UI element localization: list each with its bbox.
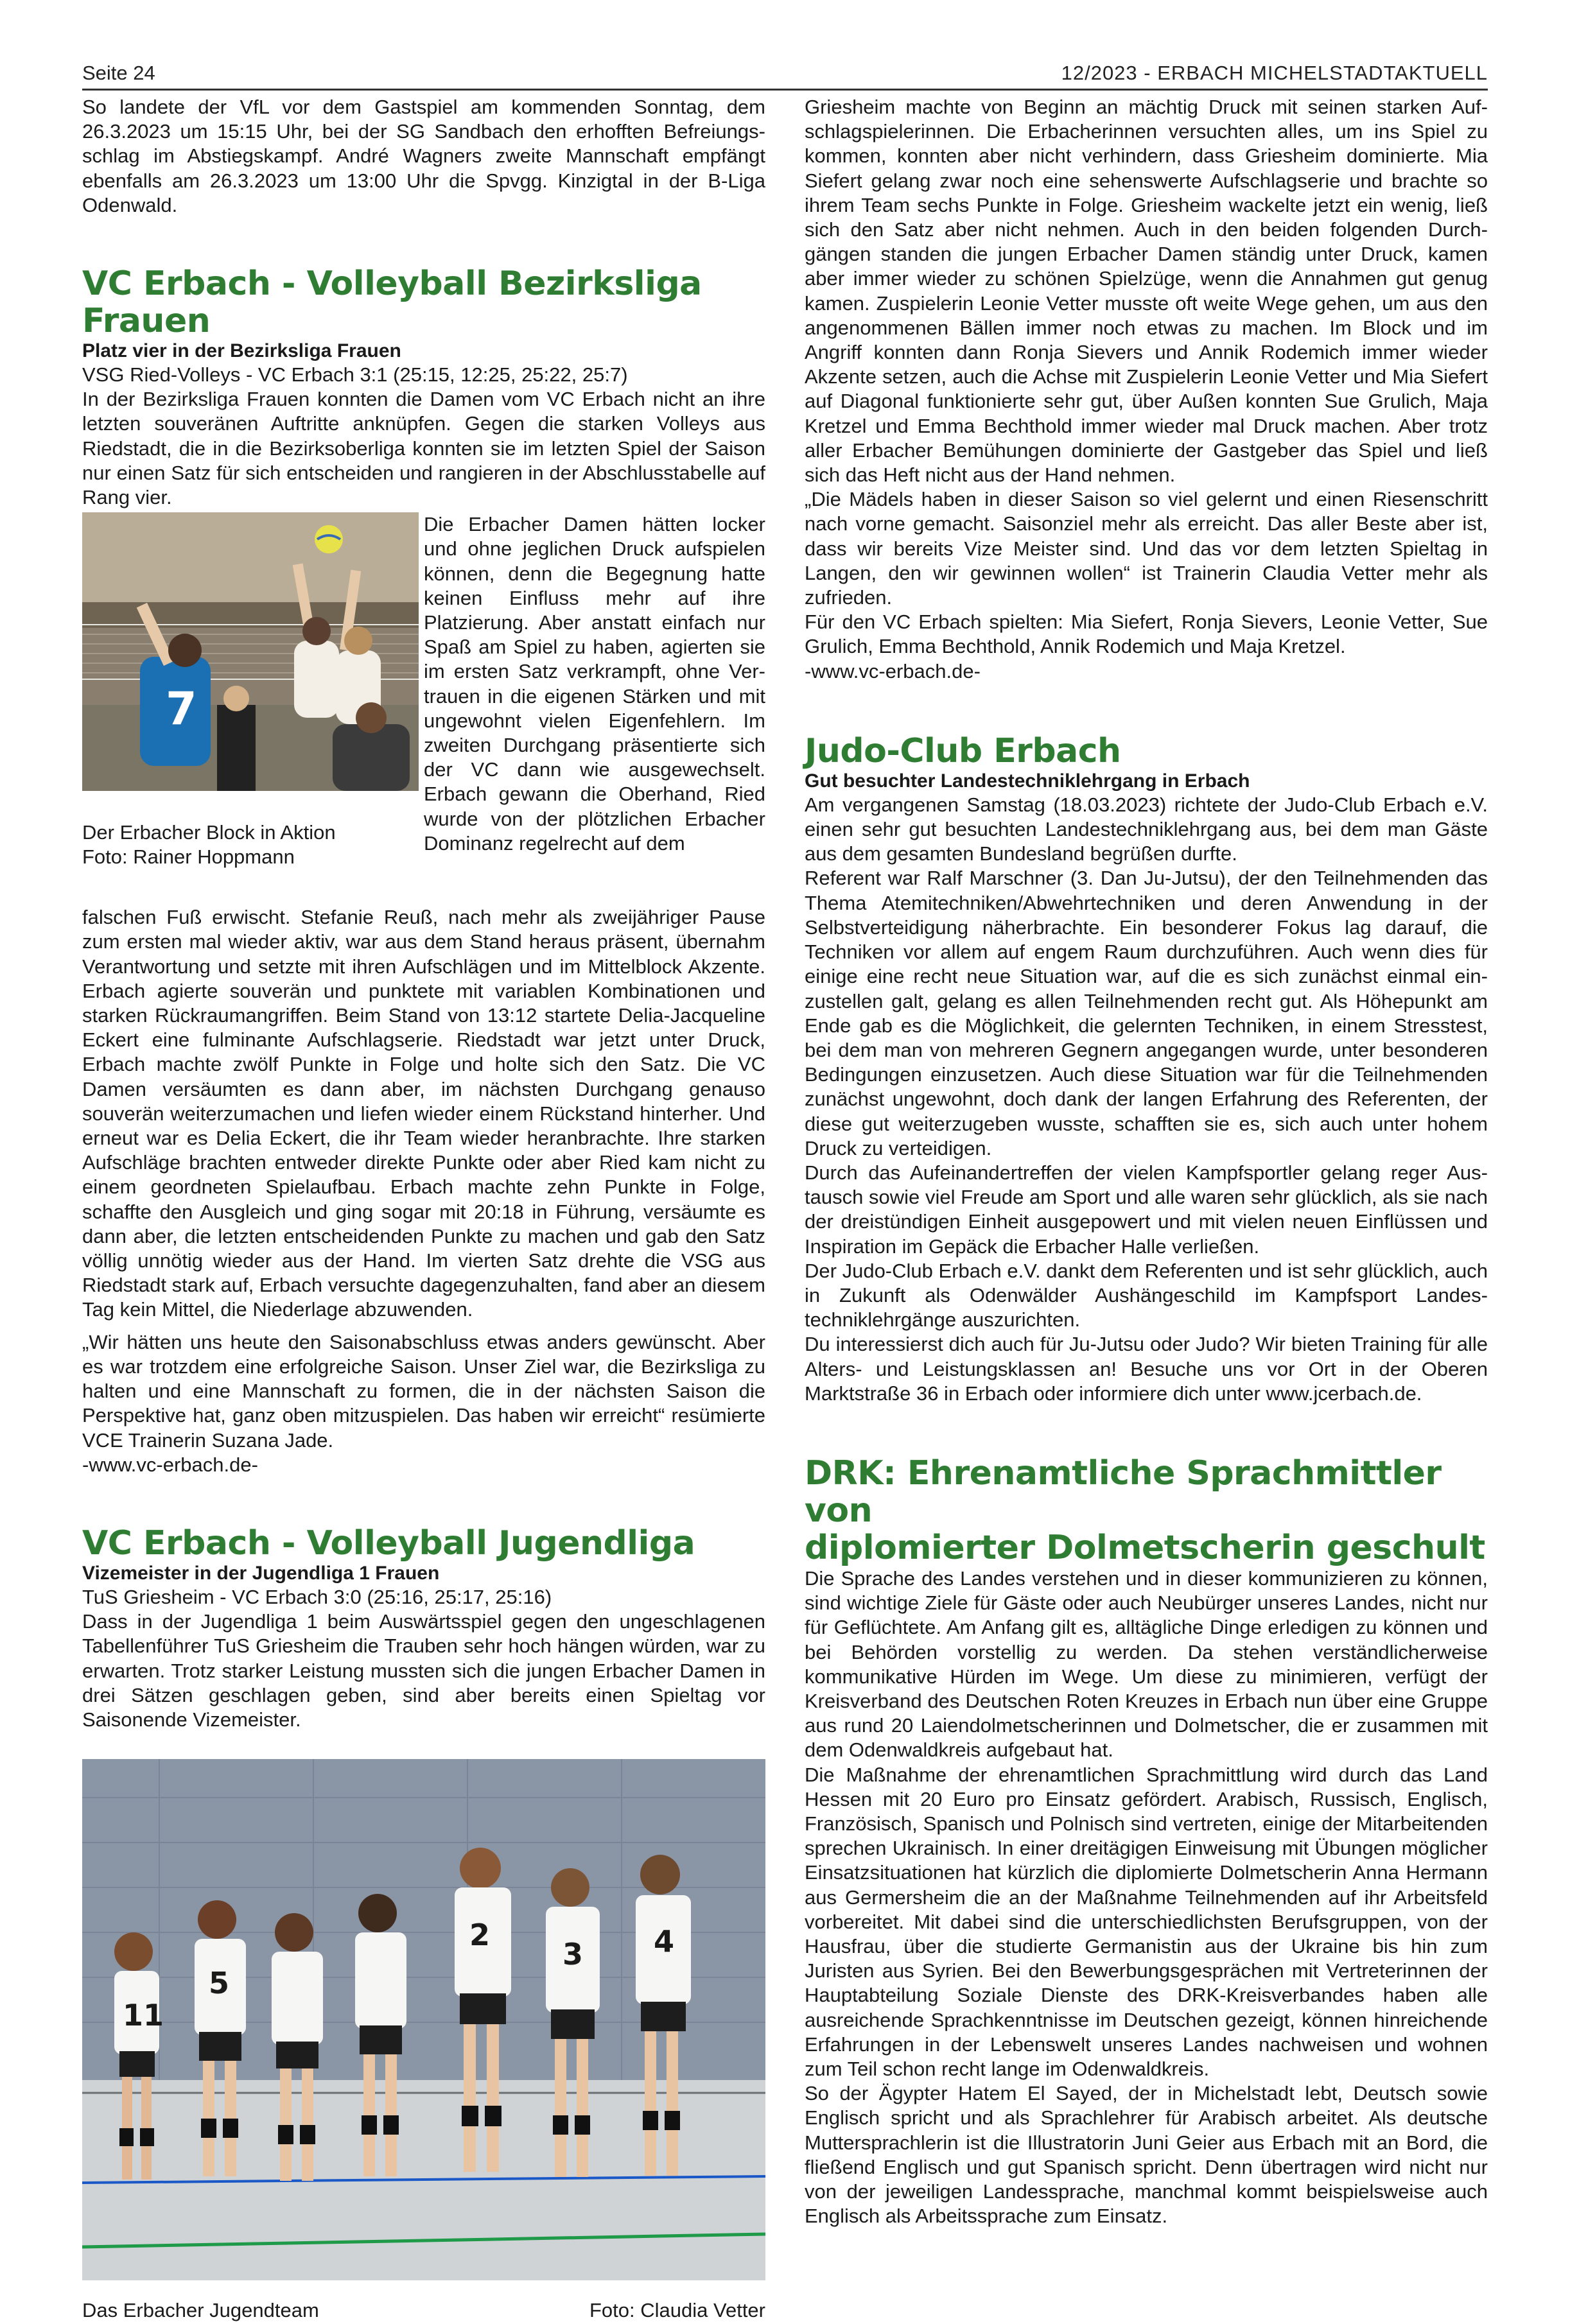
article-paragraph: Dass in der Jugendliga 1 beim Auswärtsspiel gegen den ungeschlagenen Tabellenführer TuS Griesheim die Trauben sehr hoch hängen würden, war zu erwarten. Trotz starker Leistung mussten sich die jungen Erbacher Damen in drei Sätzen geschlagen geben, sind aber bereits einen Spieltag vor Saisonende Vizemeister.	[82, 1610, 765, 1731]
page-header	[82, 59, 1488, 91]
article-title-bezirksliga: VC Erbach - Volleyball Bezirksliga Frauen	[82, 264, 702, 341]
article-paragraph: In der Bezirksliga Frauen konnten die Damen vom VC Erbach nicht an ihre letzten souveränen Auftritte anknüpfen. Gegen die starken Volleys aus Riedstadt, die in die Bezirksoberliga konnten sie im letzten Spiel der Saison nur einen Satz für sich entscheiden und rangieren in der Abschlusstabelle auf Rang vier.	[82, 388, 765, 509]
article-paragraph: Du interessierst dich auch für Ju-Jutsu oder Judo? Wir bieten Training für alle Alters- und Leistungsklassen an! Besuche uns vor Ort in der Oberen Marktstraße 36 in Erbach oder informiere dich unter www.jcerbach.de.	[805, 1333, 1488, 1405]
jersey-number: 3	[563, 1937, 584, 1972]
match-result-bezirksliga: VSG Ried-Volleys - VC Erbach 3:1 (25:15, 12:25, 25:22, 25:7)	[82, 363, 628, 386]
coach-quote: „Die Mädels haben in dieser Saison so viel gelernt und einen Riesenschritt nach vorne gemacht. Saisonziel mehr als erreicht. Das aller Beste aber ist, dass wir bereits Vize Meister sind. Und das vor dem letzten Spieltag in Langen, den wir gewinnen wollen“ ist Trainerin Claudia Vetter mehr als zufrieden.	[805, 488, 1488, 609]
source-line: -www.vc-erbach.de-	[82, 1453, 258, 1476]
players-list: Für den VC Erbach spielten: Mia Siefert, Ronja Sievers, Leonie Vetter, Sue Grulich, Emma Bechthold, Annik Rodemich und Maja Kretzel.	[805, 611, 1488, 658]
article-paragraph: Die Sprache des Landes verstehen und in dieser kommunizieren zu können, sind wichtige Ziele für Gäste oder auch Neubürger unseres Landes, nicht nur für Geflüchtete. Am Anfang gilt es, alltägliche Dinge erledigen zu können und bei Behörden vorstellig zu werden. Da stehen verständlicherweise kommunikative Hürden im Wege. Um diese zu minimieren, verfügt der Kreisverband des Deutschen Roten Kreuzes in Erbach nun über eine Gruppe aus rund 20 Laiendolmetscherinnen und Dolmetscher, die er zusammen mit dem Odenwaldkreis aufgebaut hat.	[805, 1566, 1488, 1762]
jersey-number: 2	[469, 1918, 491, 1953]
article-title-drk-line2: diplomierter Dolmetscherin geschult	[805, 1528, 1485, 1567]
match-result-jugendliga: TuS Griesheim - VC Erbach 3:0 (25:16, 25:17, 25:16)	[82, 1585, 552, 1608]
article-subtitle-jugendliga: Vizemeister in der Jugendliga 1 Frauen	[82, 1562, 440, 1584]
article-title-drk-line1: DRK: Ehrenamtliche Sprachmittler von	[805, 1453, 1442, 1530]
right-column	[805, 95, 1488, 2228]
left-column	[82, 95, 765, 2324]
photo-caption: Das Erbacher Jugendteam	[82, 2299, 319, 2322]
article-paragraph: falschen Fuß erwischt. Stefanie Reuß, nach mehr als zweijähriger Pause zum ersten mal wieder aktiv, war aus dem Stand heraus präsent, übernahm Verantwortung und setzte mit ihren Aufschlägen und im Mittelblock Akzente. Erbach agierte souverän und punktete mit variablen Kombinationen und starken Rückraumangriffen. Beim Stand von 13:12 startete Delia-Jacqueline Eckert eine fulminante Aufschlagserie. Riedstadt war jetzt unter Druck, Erbach machte zwölf Punkte in Folge und holte sich den Satz. Die VC Damen versäumten es dann aber, im nächsten Durchgang genauso souverän weiterzumachen und liefen wieder einem Rückstand hinterher. Und erneut war es Delia Eckert, die ihr Team wieder heranbrachte. Ihre starken Aufschläge brachten entweder direkte Punkte oder aber Ried kam nicht zu einem geordneten Spielaufbau. Erbach machte zehn Punkte in Folge, schaffte den Ausgleich und ging sogar mit 20:18 in Führung, versäumte es dann aber, die letzten entscheidenden Punkte zu machen und gab den Satz völlig unnötig wieder aus der Hand. Im vierten Satz drehte die VSG aus Riedstadt stark auf, Erbach versuchte dagegenzuhalten, fand aber an diesem Tag kein Mittel, die Niederlage abzuwenden.	[82, 906, 765, 1321]
article-title-judo: Judo-Club Erbach	[805, 731, 1121, 770]
coach-quote: „Wir hätten uns heute den Saisonabschluss etwas anders gewünscht. Aber es war trotzdem eine erfolgreiche Saison. Unser Ziel war, die Bezirksliga zu halten und eine Mannschaft zu formen, die in der nächsten Saison die Perspektive hat, ganz oben mitzuspielen. Das haben wir erreicht“ resümierte VCE Trainerin Suzana Jade.	[82, 1330, 765, 1452]
article-subtitle-judo: Gut besuchter Landestechniklehrgang in Erbach	[805, 770, 1250, 792]
article-paragraph: So der Ägypter Hatem El Sayed, der in Michelstadt lebt, Deutsch sowie Englisch spricht und als Sprachlehrer für Arabisch arbeitet. Als deutsche Muttersprachlerin ist die Illustratorin Juni Geier aus Erbach mit an Bord, die fließend Englisch und gut Spanisch spricht. Denn übertragen wird nicht nur von der jeweiligen Landessprache, manchmal kommt beispielsweise auch Englisch als Arbeitssprache zum Einsatz.	[805, 2082, 1488, 2228]
jersey-number: 4	[654, 1924, 675, 1959]
photo-caption-row	[82, 2298, 765, 2324]
article-title-jugendliga: VC Erbach - Volleyball Jugendliga	[82, 1523, 695, 1563]
page-number: Seite 24	[82, 62, 155, 84]
issue-title: 12/2023 - ERBACH MICHELSTADTAKTUELL	[1061, 62, 1488, 84]
source-line: -www.vc-erbach.de-	[805, 659, 981, 682]
photo-credit: Foto: Claudia Vetter	[589, 2299, 765, 2322]
article-paragraph: Referent war Ralf Marschner (3. Dan Ju-Jutsu), der den Teilnehmenden das Thema Atemitechniken/Abwehrtechniken und deren Anwendung in der Selbstverteidigung näherbrachte. Ein besonderer Fokus lag darauf, die Techniken vor allem auf engem Raum durchzuführen. Auch wenn dies für einige eine recht neue Situation war, auf die es sich zunächst einmal einzustellen galt, gelang es allen Teilnehmenden recht gut. Als Höhepunkt am Ende gab es die Möglichkeit, die gelernten Techniken, in einem Stresstest, bei dem man von mehreren Gegnern angegangen wurde, unter besonderen Bedingungen einzusetzen. Auch diese Situation war für die Teilnehmenden zunächst ungewohnt, doch dank der langen Erfahrung des Referenten, der diese gut weiterzugeben wusste, schafften sie es, sich auch unter hohem Druck zu verteidigen.	[805, 867, 1488, 1159]
photo-with-caption	[82, 512, 419, 869]
jersey-number: 5	[209, 1966, 230, 2001]
article-paragraph: Griesheim machte von Beginn an mächtig Druck mit seinen starken Aufschlagspielerinnen. Die Erbacherinnen versuchten alles, um ins Spiel zu kommen, konnten aber nicht verhindern, dass Griesheim dominierte. Mia Siefert gelang zwar noch eine sehenswerte Aufschlagserie und brachte so ihrem Team sechs Punkte in Folge. Griesheim wackelte jetzt ein wenig, ließ sich den Satz aber nicht nehmen. Auch in den beiden folgenden Durchgängen standen die jungen Erbacher Damen ständig unter Druck, kamen aber immer wieder zu schönen Spielzüge, wenn die Annahmen gut genug kamen. Zuspielerin Leonie Vetter musste oft weite Wege gehen, um aus den angenommenen Bällen immer noch etwas zu machen. Im Block und im Angriff konnten dann Ronja Sievers und Annik Rodemich immer wieder Akzente setzen, auch die Achse mit Zuspielerin Leonie Vetter und Mia Siefert auf Diagonal funktionierte sehr gut, über Außen konnten Sue Grulich, Maja Kretzel und Emma Bechthold immer wieder mal Druck machen. Aber trotz aller Erbacher Bemühungen dominierte der Gastgeber das Spiel und ließ sich das Heft nicht aus der Hand nehmen.	[805, 96, 1488, 487]
article-paragraph: Durch das Aufeinandertreffen der vielen Kampfsportler gelang reger Austausch sowie viel Freude am Sport und alle waren sehr glücklich, als sie nach der dreistündigen Einheit ausgepowert und mit vielen neuen Einflüssen und Inspiration im Gepäck die Erbacher Halle verließen.	[805, 1161, 1488, 1258]
jersey-number: 11	[123, 1998, 164, 2033]
article-subtitle-bezirksliga: Platz vier in der Bezirksliga Frauen	[82, 340, 401, 362]
article-paragraph: Der Judo-Club Erbach e.V. dankt dem Referenten und ist sehr glücklich, auch in Zukunft als Odenwälder Aushängeschild im Kampfsport Landestechniklehrgänge auszurichten.	[805, 1259, 1488, 1331]
photo-block	[82, 512, 765, 905]
svg-text:7: 7	[166, 682, 197, 736]
youth-team-photo	[82, 1759, 765, 2280]
photo-caption: Der Erbacher Block in Aktion	[82, 821, 336, 844]
article-paragraph: Die Maßnahme der ehrenamtlichen Sprachmittlung wird durch das Land Hessen mit 20 Euro pro Einsatz gefördert. Arabisch, Russisch, Englisch, Französisch, Spanisch und Polnisch sind vertreten, einige der Mitarbeitenden sprechen Ukrainisch. In einer dreitägigen Einweisung mit Übungen möglicher Einsatzsituationen hat kürzlich die diplomierte Dolmetscherin Anna Hermann aus Germersheim die an der Maßnahme Teilnehmenden auf ihr Arbeitsfeld vorbereitet. Mit dabei sind die unterschiedlichsten Berufsgruppen, von der Hausfrau, über die studierte Germanistin aus der Ukraine bis hin zum Juristen aus Syrien. Bei den Bewerbungsgesprächen mit Vertreterinnen der Hauptabteilung Soziale Dienste des DRK-Kreisverbandes haben alle ausreichende Sprachkenntnisse im Deutschen gezeigt, können hinreichende Erfahrungen in der Lebenswelt unseres Landes nachweisen und wohnen zum Teil schon recht lange im Odenwaldkreis.	[805, 1763, 1488, 2081]
article-paragraph: Am vergangenen Samstag (18.03.2023) richtete der Judo-Club Erbach e.V. einen sehr gut besuchten Landestechniklehrgang aus, bei dem man Gäste aus dem gesamten Bundesland begrüßen durfte.	[805, 793, 1488, 865]
photo-credit: Foto: Rainer Hoppmann	[82, 845, 295, 869]
volleyball-block-photo	[82, 512, 419, 791]
side-paragraph: Die Erbacher Damen hätten locker und ohne jeglichen Druck aufspielen können, denn die Begegnung hatte keinen Einfluss mehr auf ihre Platzierung. Aber anstatt einfach nur Spaß am Spiel zu haben, agierten sie im ersten Satz verkrampft, ohne Vertrauen in die eigenen Stärken und mit ungewohnt vielen Eigenfehlern. Im zweiten Durchgang präsentierte sich der VC dann wie ausgewechselt. Erbach gewann die Oberhand, Ried wurde von der plötzlichen Erbacher Dominanz regelrecht auf dem	[424, 513, 765, 854]
intro-paragraph: So landete der VfL vor dem Gastspiel am kommenden Sonntag, dem 26.3.2023 um 15:15 Uhr, bei der SG Sandbach den erhofften Befreiungsschlag im Abstiegskampf. André Wagners zweite Mannschaft empfängt ebenfalls am 26.3.2023 um 13:00 Uhr die Spvgg. Kinzigtal in der B-Liga Odenwald.	[82, 96, 765, 216]
